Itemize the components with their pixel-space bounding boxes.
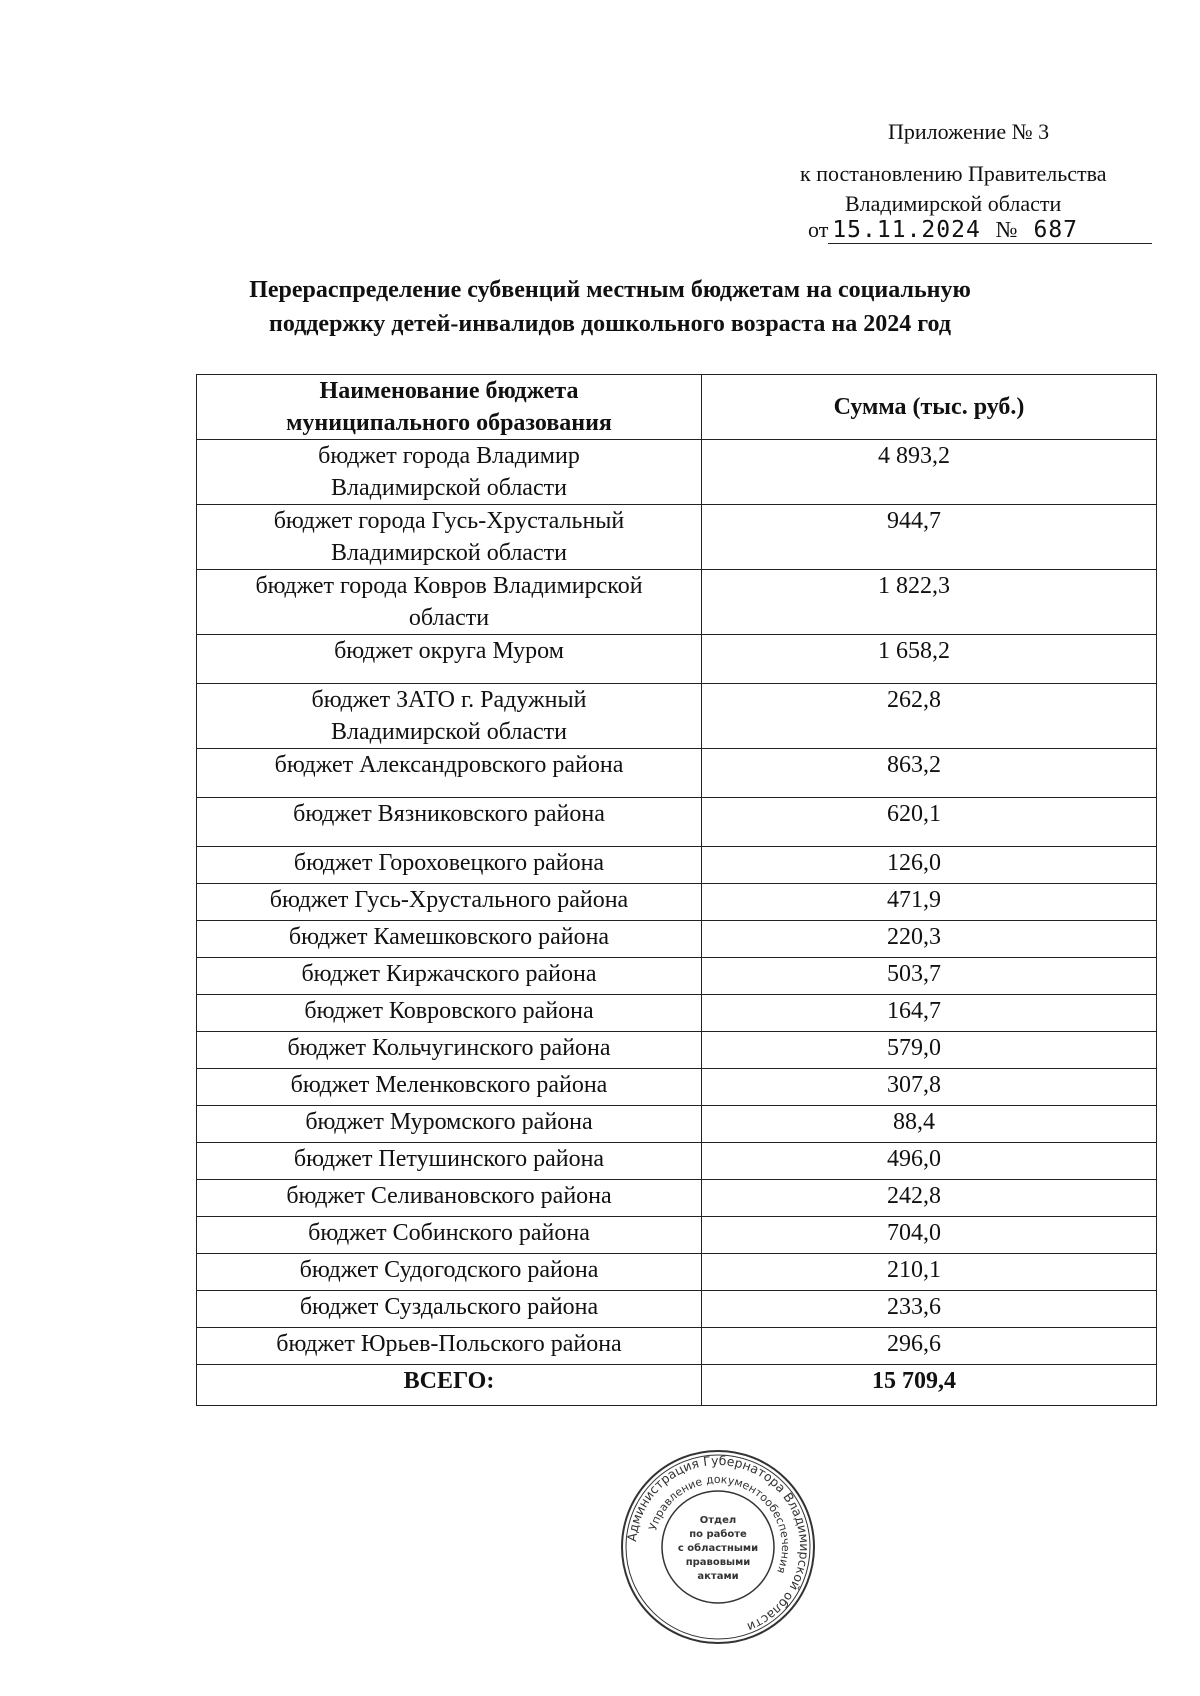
- row-amount: 944,7: [702, 505, 1157, 570]
- row-name: бюджет Вязниковского района: [197, 798, 702, 847]
- annex-resolution: к постановлению Правительства: [800, 161, 1107, 186]
- svg-text:с областными: с областными: [677, 1543, 759, 1554]
- stamp-outer-text: Администрация Губернатора Владимирской области: [624, 1452, 813, 1636]
- official-stamp: [618, 1447, 818, 1647]
- table-row: [197, 505, 1157, 570]
- row-amount: 496,0: [702, 1143, 1157, 1180]
- table-row: [197, 958, 1157, 995]
- row-name: бюджет Александровского района: [197, 749, 702, 798]
- table-row: [197, 749, 1157, 798]
- svg-text:правовыми: правовыми: [685, 1557, 751, 1568]
- table-body: [197, 440, 1157, 1406]
- row-amount: 242,8: [702, 1180, 1157, 1217]
- row-amount: 863,2: [702, 749, 1157, 798]
- row-amount: 126,0: [702, 847, 1157, 884]
- stamp-inner-text: Управление документообеспечения: [646, 1472, 793, 1576]
- row-name: бюджет Суздальского района: [197, 1291, 702, 1328]
- table-row: [197, 570, 1157, 635]
- svg-text:по работе: по работе: [689, 1529, 747, 1540]
- row-name: бюджет Киржачского района: [197, 958, 702, 995]
- row-amount: 503,7: [702, 958, 1157, 995]
- row-name: бюджет города Ковров Владимирской области: [197, 570, 702, 635]
- row-amount: 262,8: [702, 684, 1157, 749]
- row-name: бюджет Муромского района: [197, 1106, 702, 1143]
- table-row: [197, 1143, 1157, 1180]
- row-amount: 1 822,3: [702, 570, 1157, 635]
- row-amount: 307,8: [702, 1069, 1157, 1106]
- table-row: [197, 884, 1157, 921]
- page-title: [150, 273, 1070, 341]
- row-name: бюджет Кольчугинского района: [197, 1032, 702, 1069]
- title-line-1: Перераспределение субвенций местным бюджетам на социальную: [249, 277, 971, 303]
- row-amount: 296,6: [702, 1328, 1157, 1365]
- table-header-row: [197, 375, 1157, 440]
- table-row: [197, 798, 1157, 847]
- budget-table-container: [196, 374, 1156, 1406]
- row-name: бюджет Селивановского района: [197, 1180, 702, 1217]
- table-row: [197, 1032, 1157, 1069]
- row-amount: 210,1: [702, 1254, 1157, 1291]
- table-row: [197, 440, 1157, 505]
- row-name: бюджет Петушинского района: [197, 1143, 702, 1180]
- budget-table: [196, 374, 1157, 1406]
- row-name: бюджет Судогодского района: [197, 1254, 702, 1291]
- total-amount: 15 709,4: [702, 1365, 1157, 1406]
- table-row: [197, 1069, 1157, 1106]
- row-amount: 579,0: [702, 1032, 1157, 1069]
- stamp-center-text: [678, 1515, 758, 1582]
- row-name: бюджет города Гусь-Хрустальный Владимирской области: [197, 505, 702, 570]
- row-name: бюджет города Владимир Владимирской области: [197, 440, 702, 505]
- svg-text:актами: актами: [697, 1571, 739, 1582]
- table-total-row: [197, 1365, 1157, 1406]
- row-amount: 88,4: [702, 1106, 1157, 1143]
- row-amount: 164,7: [702, 995, 1157, 1032]
- row-name: бюджет Гусь-Хрустального района: [197, 884, 702, 921]
- total-label: ВСЕГО:: [197, 1365, 702, 1406]
- row-name: бюджет Юрьев-Польского района: [197, 1328, 702, 1365]
- table-row: [197, 1291, 1157, 1328]
- row-name: бюджет округа Муром: [197, 635, 702, 684]
- title-line-2: поддержку детей-инвалидов дошкольного возраста на 2024 год: [269, 311, 951, 337]
- row-name: бюджет Ковровского района: [197, 995, 702, 1032]
- row-name: бюджет ЗАТО г. Радужный Владимирской области: [197, 684, 702, 749]
- number-prefix: №: [995, 217, 1019, 242]
- table-row: [197, 1180, 1157, 1217]
- annex-region: Владимирской области: [845, 191, 1062, 216]
- table-row: [197, 1328, 1157, 1365]
- table-row: [197, 684, 1157, 749]
- row-amount: 704,0: [702, 1217, 1157, 1254]
- table-row: [197, 995, 1157, 1032]
- row-amount: 1 658,2: [702, 635, 1157, 684]
- header-amount: Сумма (тыс. руб.): [702, 375, 1157, 440]
- annex-number: Приложение № 3: [888, 119, 1050, 144]
- row-name: бюджет Гороховецкого района: [197, 847, 702, 884]
- decree-number: 687: [1033, 217, 1079, 243]
- table-row: [197, 1217, 1157, 1254]
- row-name: бюджет Собинского района: [197, 1217, 702, 1254]
- row-amount: 620,1: [702, 798, 1157, 847]
- row-amount: 233,6: [702, 1291, 1157, 1328]
- row-name: бюджет Меленковского района: [197, 1069, 702, 1106]
- table-row: [197, 1254, 1157, 1291]
- date-prefix: от: [808, 217, 829, 242]
- row-amount: 471,9: [702, 884, 1157, 921]
- decree-date: 15.11.2024 № 687: [828, 217, 1152, 244]
- row-amount: 4 893,2: [702, 440, 1157, 505]
- row-name: бюджет Камешковского района: [197, 921, 702, 958]
- svg-text:Отдел: Отдел: [699, 1515, 737, 1526]
- header-budget-name: Наименование бюджета муниципального образования: [197, 375, 702, 440]
- annex-date-line: [808, 216, 1152, 244]
- table-row: [197, 847, 1157, 884]
- row-amount: 220,3: [702, 921, 1157, 958]
- table-row: [197, 1106, 1157, 1143]
- table-row: [197, 635, 1157, 684]
- table-row: [197, 921, 1157, 958]
